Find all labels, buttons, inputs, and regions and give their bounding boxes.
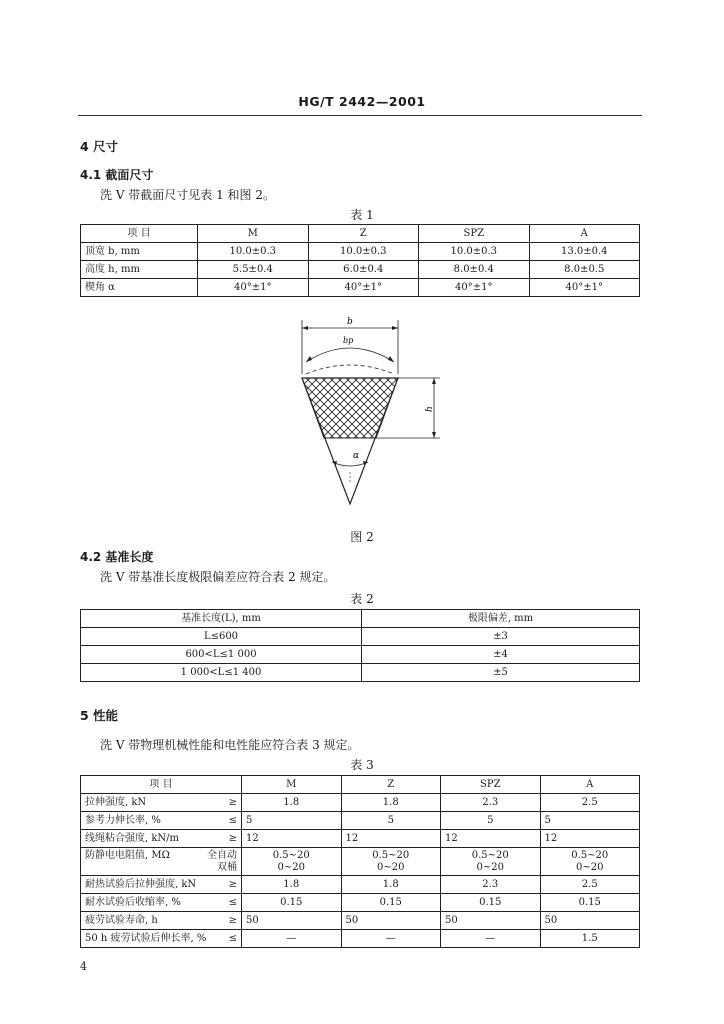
- section-4-title: 4 尺寸: [80, 139, 119, 154]
- page-number: 4: [80, 960, 87, 973]
- table-cell: 10.0±0.3: [308, 243, 419, 261]
- item-label: 参考力伸长率, %: [85, 815, 161, 826]
- table-cell: 5.5±0.4: [198, 261, 309, 279]
- table-cell: 1.8: [341, 876, 441, 894]
- table-row: [81, 646, 640, 664]
- table-row: [81, 876, 640, 894]
- table-row: [81, 830, 640, 848]
- table-cell: [81, 876, 242, 894]
- table-cell: 楔角 α: [81, 279, 198, 297]
- table-cell: 40°±1°: [198, 279, 309, 297]
- page-header: HG/T 2442—2001: [298, 94, 426, 109]
- table-cell: [81, 894, 242, 912]
- sub-label-twin: 双桶: [217, 861, 237, 873]
- table-cell: 40°±1°: [308, 279, 419, 297]
- section-4-2-text: 洗 V 带基准长度极限偏差应符合表 2 规定。: [100, 570, 336, 584]
- section-4-1-title: 4.1 截面尺寸: [80, 168, 154, 182]
- table-header: 极限偏差, mm: [362, 610, 640, 628]
- table-header: 基准长度(L), mm: [81, 610, 362, 628]
- value-twin: 0~20: [576, 861, 604, 873]
- value-twin: 0~20: [476, 861, 504, 873]
- table-header: Z: [341, 776, 441, 794]
- table-cell: 1.8: [341, 794, 441, 812]
- table-cell: —: [242, 930, 342, 948]
- table-row: [81, 894, 640, 912]
- table-cell: [81, 794, 242, 812]
- comparison-symbol: ≥: [228, 833, 237, 844]
- table-header: 项 目: [81, 225, 198, 243]
- table-cell: 12: [441, 830, 541, 848]
- item-label: 线绳粘合强度, kN/m: [85, 833, 180, 844]
- table-cell: 8.0±0.4: [419, 261, 530, 279]
- table-row: [81, 610, 640, 628]
- comparison-symbol: ≤: [228, 897, 237, 908]
- table-cell: 2.5: [540, 794, 640, 812]
- table-cell: [81, 830, 242, 848]
- table-row: [81, 848, 640, 876]
- table-cell: 2.5: [540, 876, 640, 894]
- table-cell: 10.0±0.3: [198, 243, 309, 261]
- table-cell: [341, 848, 441, 876]
- table-cell: [441, 848, 541, 876]
- table-cell: 50: [441, 912, 541, 930]
- table-cell: [242, 848, 342, 876]
- table-cell: 6.0±0.4: [308, 261, 419, 279]
- table-cell: —: [341, 930, 441, 948]
- section-4-1-text: 洗 V 带截面尺寸见表 1 和图 2。: [100, 188, 276, 202]
- table-2: [80, 609, 640, 682]
- item-label: 防静电电阻值, MΩ: [85, 849, 170, 861]
- table-row: [81, 664, 640, 682]
- value-auto: 0.5~20: [571, 849, 609, 861]
- comparison-symbol: ≤: [228, 815, 237, 826]
- table-row: [81, 930, 640, 948]
- table-header: Z: [308, 225, 419, 243]
- table-3-caption: 表 3: [350, 758, 374, 772]
- table-cell: 2.3: [441, 794, 541, 812]
- table-cell: L≤600: [81, 628, 362, 646]
- table-cell: 40°±1°: [419, 279, 530, 297]
- table-cell: 0.15: [441, 894, 541, 912]
- header-rule: [78, 115, 642, 116]
- table-3: [80, 775, 640, 948]
- comparison-symbol: ≥: [228, 915, 237, 926]
- table-cell: —: [441, 930, 541, 948]
- table-cell: 12: [341, 830, 441, 848]
- table-cell: 5: [540, 812, 640, 830]
- comparison-symbol: ≥: [228, 879, 237, 890]
- table-header: M: [242, 776, 342, 794]
- section-5-text: 洗 V 带物理机械性能和电性能应符合表 3 规定。: [100, 738, 360, 752]
- table-row: [81, 794, 640, 812]
- table-cell: 高度 h, mm: [81, 261, 198, 279]
- item-label: 疲劳试验寿命, h: [85, 915, 158, 926]
- table-1: [80, 224, 640, 297]
- table-cell: 1.5: [540, 930, 640, 948]
- figure-2-caption: 图 2: [350, 530, 374, 544]
- table-1-caption: 表 1: [350, 208, 374, 222]
- label-b: b: [347, 317, 353, 327]
- table-cell: [81, 930, 242, 948]
- table-cell: 1 000<L≤1 400: [81, 664, 362, 682]
- table-cell: 8.0±0.5: [529, 261, 640, 279]
- item-label: 耐热试验后拉伸强度, kN: [85, 879, 197, 890]
- item-label: 50 h 疲劳试验后伸长率, %: [85, 933, 207, 944]
- table-cell: 顶宽 b, mm: [81, 243, 198, 261]
- table-header: SPZ: [441, 776, 541, 794]
- table-cell: ±5: [362, 664, 640, 682]
- table-cell: 10.0±0.3: [419, 243, 530, 261]
- item-label: 拉伸强度, kN: [85, 797, 147, 808]
- label-h: h: [425, 406, 435, 412]
- table-cell: 600<L≤1 000: [81, 646, 362, 664]
- table-cell: 13.0±0.4: [529, 243, 640, 261]
- value-twin: 0~20: [277, 861, 305, 873]
- table-cell: 1.8: [242, 794, 342, 812]
- table-cell: 1.8: [242, 876, 342, 894]
- label-alpha: α: [353, 451, 360, 461]
- table-row: [81, 243, 640, 261]
- item-label: 耐水试验后收缩率, %: [85, 897, 181, 908]
- table-cell: ±4: [362, 646, 640, 664]
- table-header: A: [529, 225, 640, 243]
- table-cell: 5: [341, 812, 441, 830]
- table-row: [81, 225, 640, 243]
- table-cell: 50: [242, 912, 342, 930]
- table-header: M: [198, 225, 309, 243]
- table-cell: 0.15: [540, 894, 640, 912]
- value-auto: 0.5~20: [471, 849, 509, 861]
- table-2-caption: 表 2: [350, 592, 374, 606]
- label-bp: bp: [343, 336, 354, 345]
- table-row: [81, 812, 640, 830]
- value-auto: 0.5~20: [272, 849, 310, 861]
- sub-label-auto: 全自动: [207, 849, 237, 861]
- table-cell: [540, 848, 640, 876]
- table-cell: ±3: [362, 628, 640, 646]
- table-cell: [81, 812, 242, 830]
- table-cell: 2.3: [441, 876, 541, 894]
- table-cell: 12: [540, 830, 640, 848]
- table-cell: 0.15: [242, 894, 342, 912]
- table-cell: 5: [441, 812, 541, 830]
- table-header: SPZ: [419, 225, 530, 243]
- table-cell: 12: [242, 830, 342, 848]
- table-header: A: [540, 776, 640, 794]
- table-row: [81, 279, 640, 297]
- table-row: [81, 261, 640, 279]
- table-row: [81, 912, 640, 930]
- table-cell: 0.15: [341, 894, 441, 912]
- table-cell: 40°±1°: [529, 279, 640, 297]
- table-cell: 50: [341, 912, 441, 930]
- comparison-symbol: ≤: [228, 933, 237, 944]
- table-cell: [81, 912, 242, 930]
- comparison-symbol: ≥: [228, 797, 237, 808]
- table-row: [81, 776, 640, 794]
- table-cell: [81, 848, 242, 876]
- table-cell: 5: [242, 812, 342, 830]
- v-belt-cross-section-diagram: [280, 312, 460, 522]
- table-header: 项 目: [81, 776, 242, 794]
- section-5-title: 5 性能: [80, 708, 119, 723]
- value-twin: 0~20: [377, 861, 405, 873]
- table-row: [81, 628, 640, 646]
- table-cell: 50: [540, 912, 640, 930]
- section-4-2-title: 4.2 基准长度: [80, 550, 154, 564]
- value-auto: 0.5~20: [372, 849, 410, 861]
